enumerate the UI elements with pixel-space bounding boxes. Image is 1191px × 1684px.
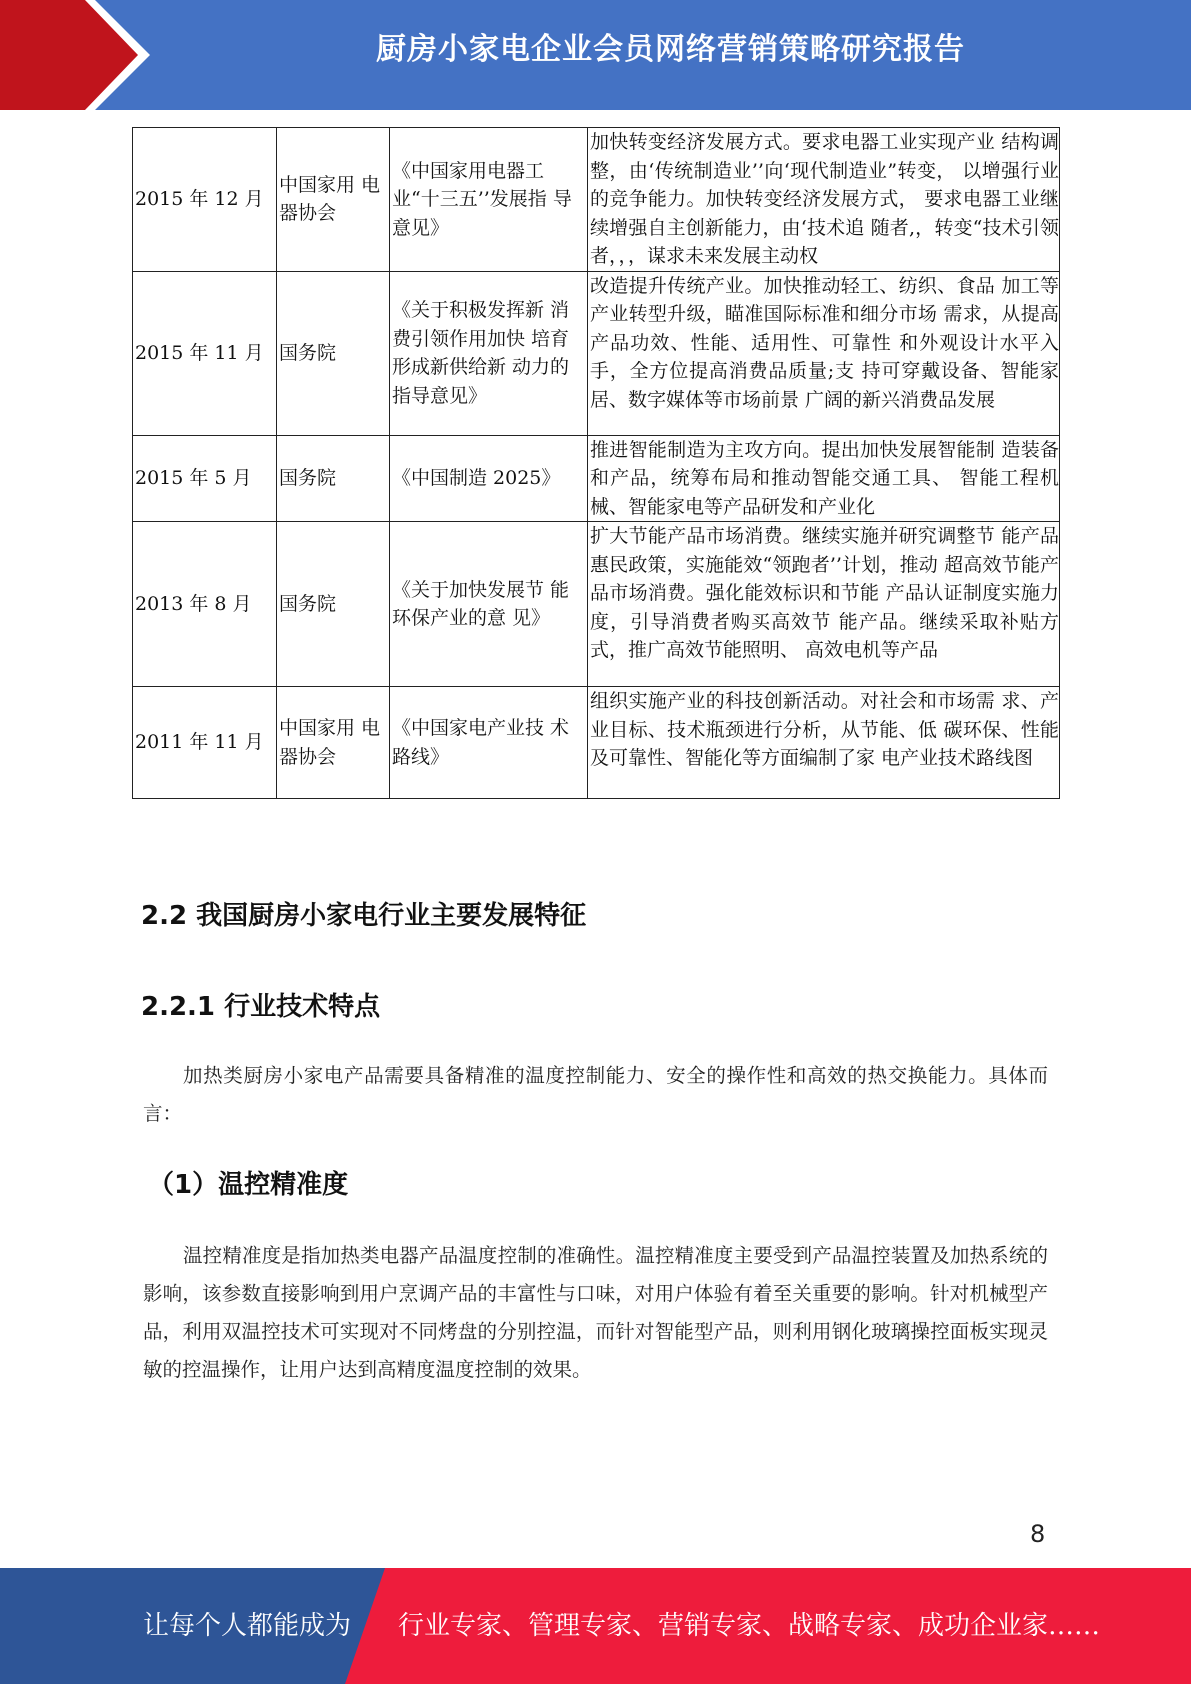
org-cell: 国务院 bbox=[277, 435, 390, 522]
doc-cell: 《中国家电产业技 术路线》 bbox=[390, 687, 588, 799]
date-cell: 2015 年 12 月 bbox=[133, 128, 277, 272]
item-heading: （1）温控精准度 bbox=[148, 1170, 349, 1200]
org-cell: 国务院 bbox=[277, 271, 390, 435]
date-cell: 2011 年 11 月 bbox=[133, 687, 277, 799]
table-row bbox=[133, 128, 1060, 272]
content-cell: 改造提升传统产业。加快推动轻工、纺织、食品 加工等产业转型升级，瞄准国际标准和细分市场 需求，从提高产品功效、性能、适用性、可靠性 和外观设计水平入手，全方位提高消费品质量;支 持可穿戴设备、智能家居、数字媒体等市场前景 广阔的新兴消费品发展 bbox=[588, 271, 1060, 435]
footer-slogan-left: 让每个人都能成为 bbox=[143, 1611, 352, 1641]
page-header bbox=[0, 0, 1191, 110]
doc-cell: 《中国制造 2025》 bbox=[390, 435, 588, 522]
content-cell: 加快转变经济发展方式。要求电器工业实现产业 结构调整，由‘传统制造业’’向‘现代制造业”转变， 以增强行业的竞争能力。加快转变经济发展方式， 要求电器工业继续增强自主创新能力，由‘技术追 随者,，转变“技术引领者，，，谋求未来发展主动权 bbox=[588, 128, 1060, 272]
page-number: 8 bbox=[1030, 1520, 1046, 1548]
intro-paragraph: 加热类厨房小家电产品需要具备精准的温度控制能力、安全的操作性和高效的热交换能力。具体而言： bbox=[143, 1064, 1048, 1125]
org-cell: 中国家用 电器协会 bbox=[277, 687, 390, 799]
footer-slogan-right: 行业专家、管理专家、营销专家、战略专家、成功企业家…… bbox=[398, 1611, 1101, 1641]
subsection-heading: 2.2.1 行业技术特点 bbox=[141, 992, 381, 1022]
table-row bbox=[133, 271, 1060, 435]
org-cell: 国务院 bbox=[277, 522, 390, 687]
date-cell: 2015 年 11 月 bbox=[133, 271, 277, 435]
content-cell: 推进智能制造为主攻方向。提出加快发展智能制 造装备和产品，统筹布局和推动智能交通工具、 智能工程机械、智能家电等产品研发和产业化 bbox=[588, 435, 1060, 522]
policy-table bbox=[132, 127, 1060, 799]
date-cell: 2013 年 8 月 bbox=[133, 522, 277, 687]
date-cell: 2015 年 5 月 bbox=[133, 435, 277, 522]
doc-cell: 《关于加快发展节 能环保产业的意 见》 bbox=[390, 522, 588, 687]
content-cell: 扩大节能产品市场消费。继续实施并研究调整节 能产品惠民政策，实施能效“领跑者’’计划，推动 超高效节能产品市场消费。强化能效标识和节能 产品认证制度实施力度，引导消费者购买高效节 能产品。继续采取补贴方式，推广高效节能照明、 高效电机等产品 bbox=[588, 522, 1060, 687]
doc-cell: 《关于积极发挥新 消费引领作用加快 培育形成新供给新 动力的指导意见》 bbox=[390, 271, 588, 435]
section-heading: 2.2 我国厨房小家电行业主要发展特征 bbox=[141, 901, 587, 931]
report-title: 厨房小家电企业会员网络营销策略研究报告 bbox=[376, 32, 965, 67]
table-row bbox=[133, 687, 1060, 799]
page-footer bbox=[0, 1568, 1191, 1684]
org-cell: 中国家用 电器协会 bbox=[277, 128, 390, 272]
doc-cell: 《中国家用电器工 业“十三五’’发展指 导意见》 bbox=[390, 128, 588, 272]
header-red-chevron bbox=[0, 0, 150, 110]
body-paragraph: 温控精准度是指加热类电器产品温度控制的准确性。温控精准度主要受到产品温控装置及加热系统的影响，该参数直接影响到用户烹调产品的丰富性与口味，对用户体验有着至关重要的影响。针对机械型产品，利用双温控技术可实现对不同烤盘的分别控温，而针对智能型产品，则利用钢化玻璃操控面板实现灵敏的控温操作，让用户达到高精度温度控制的效果。 bbox=[143, 1244, 1048, 1381]
table-row bbox=[133, 435, 1060, 522]
table-row bbox=[133, 522, 1060, 687]
content-cell: 组织实施产业的科技创新活动。对社会和市场需 求、产业目标、技术瓶颈进行分析，从节能、低 碳环保、性能及可靠性、智能化等方面编制了家 电产业技术路线图 bbox=[588, 687, 1060, 799]
